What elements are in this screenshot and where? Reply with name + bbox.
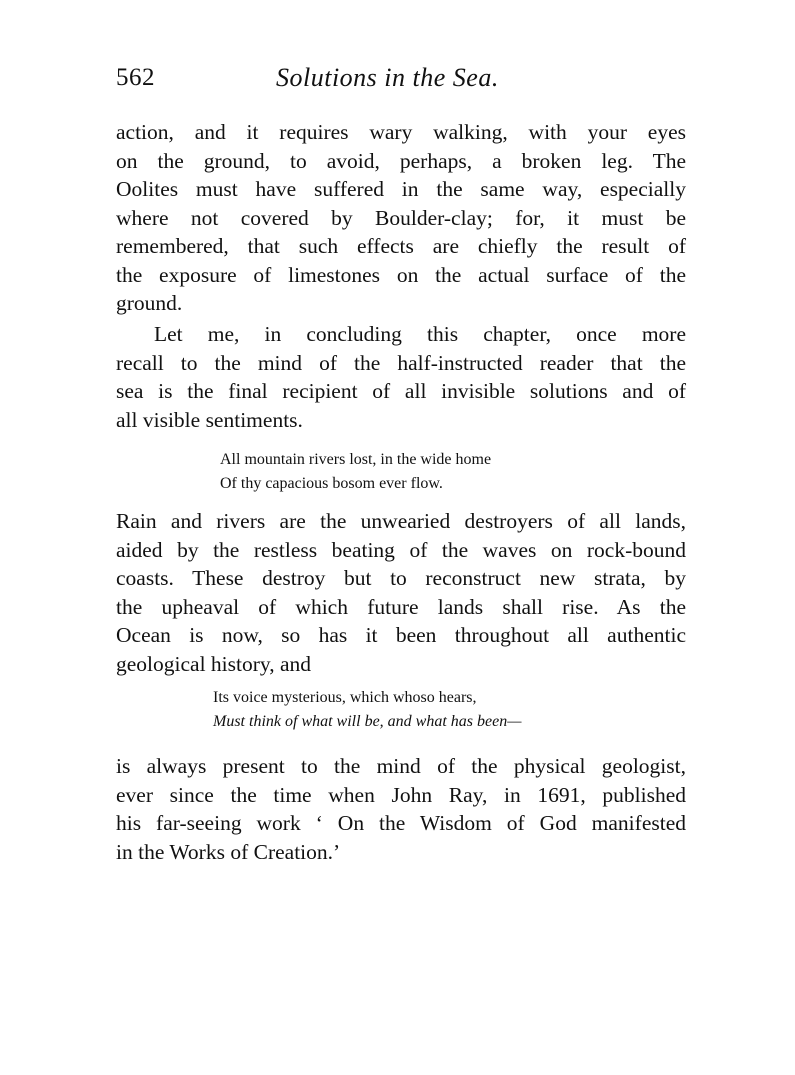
- text-line: Ocean is now, so has it been throughout all authentic: [116, 623, 686, 647]
- running-title: Solutions in the Sea.: [276, 63, 499, 92]
- text-line: action, and it requires wary walking, with your eyes: [116, 120, 686, 144]
- text-line: the exposure of limestones on the actual surface of the: [116, 262, 686, 287]
- paragraph-continuation: [116, 118, 686, 318]
- paragraph-concluding: [116, 320, 686, 434]
- paragraph-rain-and-rivers: [116, 507, 686, 678]
- text-line: where not covered by Boulder-clay; for, it must be: [116, 205, 686, 230]
- text-line: all visible sentiments.: [116, 407, 303, 432]
- paragraph-physical-geologist: [116, 752, 686, 866]
- text-line: the upheaval of which future lands shall rise. As the: [116, 594, 686, 619]
- text-line: aided by the restless beating of the waves on rock-bound: [116, 537, 686, 562]
- text-line: ever since the time when John Ray, in 1691, published: [116, 782, 686, 807]
- verse-quotation: [220, 448, 640, 495]
- text-line: is always present to the mind of the physical geologist,: [116, 754, 686, 778]
- text-line: on the ground, to avoid, perhaps, a broken leg. The: [116, 148, 686, 173]
- text-line: remembered, that such effects are chiefly the result of: [116, 234, 686, 258]
- verse-line: All mountain rivers lost, in the wide home: [220, 451, 492, 468]
- verse-line: Its voice mysterious, which whoso hears,: [213, 689, 477, 706]
- verse-line: Must think of what will be, and what has been—: [213, 712, 522, 730]
- text-line: his far-seeing work ‘ On the Wisdom of God manifested: [116, 811, 686, 835]
- text-line: in the Works of Creation.’: [116, 839, 341, 864]
- page-header: [116, 64, 686, 104]
- text-line: ground.: [116, 291, 183, 315]
- verse-line: Of thy capacious bosom ever flow.: [220, 474, 443, 492]
- page-number: 562: [116, 64, 155, 91]
- text-line: Rain and rivers are the unwearied destroyers of all lands,: [116, 509, 686, 533]
- text-line: geological history, and: [116, 651, 312, 676]
- text-line: Let me, in concluding this chapter, once more: [154, 322, 686, 346]
- text-line: sea is the final recipient of all invisible solutions and of: [116, 379, 686, 403]
- text-line: Oolites must have suffered in the same way, especially: [116, 177, 686, 201]
- text-line: coasts. These destroy but to reconstruct new strata, by: [116, 566, 686, 590]
- verse-quotation: [213, 686, 633, 733]
- text-line: recall to the mind of the half-instructed reader that the: [116, 350, 686, 375]
